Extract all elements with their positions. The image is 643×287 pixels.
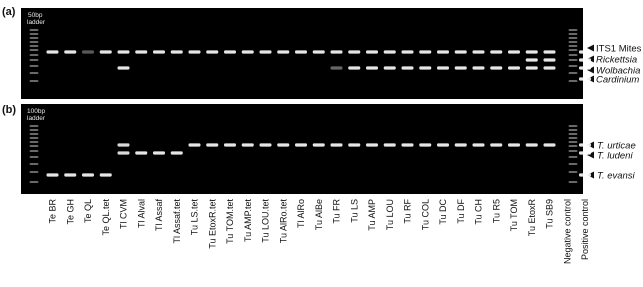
band-urticae [419,143,431,146]
ladder-band [569,129,578,131]
lane-label: Tu AlRo.tet [278,199,289,244]
band-rickettsia [579,58,591,61]
ladder-band [30,59,39,61]
band-its1 [526,50,538,53]
ladder-band [30,125,39,127]
ladder-band [569,45,578,47]
lane-label: Tu AMP [367,199,377,231]
lane-label: Tu TOM.tet [225,199,235,244]
band-urticae [402,143,414,146]
ladder-band [569,137,578,139]
gel-b [21,104,583,194]
ladder-band [30,163,39,165]
band-urticae [118,143,130,146]
lane-label: Tl Assaf [154,199,164,232]
band-its1 [206,50,218,53]
band-urticae [526,143,538,146]
band-wolbachia [455,66,467,69]
band-urticae [490,143,502,146]
ladder-band [569,41,578,43]
lane-label: Tu COL [420,199,431,231]
ladder-band [569,145,578,147]
ladder-band [569,37,578,39]
band-evansi [579,173,591,176]
band-urticae [224,143,236,146]
ladder-band [30,156,39,158]
ladder-band [569,163,578,165]
band-urticae [260,143,272,146]
band-urticae [348,143,360,146]
lane-label: Negative control [562,199,573,265]
lane-label: Tu EtoxR.tet [207,199,218,249]
lane-label: Tl Alval [136,199,147,229]
band-urticae [544,143,556,146]
band-its1 [135,50,147,53]
band-urticae [473,143,485,146]
lane-label: Tu TOM [509,199,519,232]
lane-label: Tl AlRo [296,199,306,229]
band-its1 [402,50,414,53]
ladder-band [30,54,39,56]
lane-label: Tu CH [473,199,484,225]
band-wolbachia [402,66,414,69]
band-urticae [579,143,591,146]
band-urticae [242,143,254,146]
panel-b-label: (b) [2,104,17,116]
ladder-band [569,54,578,56]
ladder-band [30,150,39,152]
ladder-band [30,41,39,43]
ladder-band [30,181,39,183]
band-ludeni [118,151,130,154]
ladder-band [569,133,578,135]
band-cardinium [579,77,591,80]
ladder-band [569,181,578,183]
panel-a-label: (a) [2,6,16,18]
marker-rickettsia: Rickettsia [596,54,638,66]
lane-label: Tu DF [455,199,466,224]
band-rickettsia [544,58,556,61]
ladder-band [30,72,39,74]
band-wolbachia [490,66,502,69]
band-its1 [118,50,130,53]
lane-labels [48,199,591,265]
ladder-band [30,80,39,82]
marker-ludeni: T. ludeni [597,150,633,162]
band-ludeni [135,151,147,154]
ladder-band [569,65,578,67]
lane-label: Tl Assaf.tet [171,199,182,244]
lane-label: Tu SB9 [544,199,555,229]
band-its1 [100,50,112,53]
band-wolbachia [348,66,360,69]
band-its1 [224,50,236,53]
band-wolbachia [544,66,556,69]
ladder-band [30,137,39,139]
band-wolbachia [508,66,520,69]
band-its1 [189,50,201,53]
band-urticae [384,143,396,146]
lane-label: Te BR [47,199,58,224]
band-its1 [455,50,467,53]
band-wolbachia [437,66,449,69]
ladder-band [30,45,39,47]
lane-label: Positive control [580,199,590,261]
lane-label: Tu AlBe [313,199,324,231]
ladder-band [569,33,578,35]
band-its1 [419,50,431,53]
ladder-band [30,133,39,135]
lane-label: Tu AMP.tet [242,199,253,243]
band-wolbachia [419,66,431,69]
ladder-band [30,65,39,67]
lane-label: Te QL [83,199,93,224]
marker-its1: ITS1 Mites [596,43,642,55]
band-urticae [277,143,289,146]
ladder-band [569,141,578,143]
band-its1 [277,50,289,53]
ladder-band [569,59,578,61]
band-its1 [348,50,360,53]
band-its1 [64,50,76,53]
ladder-band [30,129,39,131]
band-ludeni [579,151,591,154]
ladder-band [30,171,39,173]
band-its1 [579,50,591,53]
band-urticae [366,143,378,146]
band-urticae [437,143,449,146]
band-its1 [473,50,485,53]
lane-label: Tu FR [331,199,342,224]
band-wolbachia [366,66,378,69]
band-rickettsia [526,58,538,61]
ladder-band [30,37,39,39]
ladder-band [569,49,578,51]
band-urticae [313,143,325,146]
marker-wolbachia: Wolbachia [596,65,641,77]
band-ludeni [171,151,183,154]
band-its1 [260,50,272,53]
band-wolbachia [118,66,130,69]
band-evansi [100,173,112,176]
marker-cardinium: Cardinium [596,74,640,86]
band-its1 [437,50,449,53]
lane-label: Tu DC [438,199,448,225]
marker-urticae: T. urticae [597,140,636,152]
marker-evansi: T. evansi [597,170,635,182]
band-wolbachia [384,66,396,69]
ladder-band [569,125,578,127]
band-its1 [295,50,307,53]
band-ludeni [153,151,165,154]
lane-label: Te QL.tet [100,199,111,236]
lane-label: Tu R5 [491,199,502,224]
band-its1 [47,50,59,53]
band-its1 [331,50,343,53]
band-its1 [313,50,325,53]
band-wolbachia [473,66,485,69]
lane-label: Te GH [65,199,76,225]
ladder-band [30,33,39,35]
lane-label: Tu EtoxR [526,199,537,237]
band-evansi [64,173,76,176]
band-its1 [171,50,183,53]
band-its1 [384,50,396,53]
band-wolbachia [526,66,538,69]
lane-label: Tu LS [349,199,360,223]
ladder-a-word: ladder [27,19,46,26]
band-urticae [295,143,307,146]
band-its1 [242,50,254,53]
band-evansi [47,173,59,176]
band-its1 [508,50,520,53]
lane-label: Tu RF [402,199,413,224]
lane-label: Tl CVM [118,199,129,229]
band-its1 [153,50,165,53]
band-its1 [366,50,378,53]
ladder-band [569,156,578,158]
band-wolbachia [579,66,591,69]
band-urticae [455,143,467,146]
ladder-band [569,150,578,152]
ladder-band [30,29,39,31]
lane-label: Tu LOU [384,199,395,231]
band-wolbachia [331,66,343,69]
ladder-band [569,29,578,31]
band-urticae [331,143,343,146]
ladder-band [569,72,578,74]
ladder-band [30,145,39,147]
ladder-b-size: 100bp [27,108,46,115]
ladder-band [30,49,39,51]
ladder-band [30,141,39,143]
lane-label: Tu LS.tet [189,199,200,236]
band-its1 [544,50,556,53]
ladder-band [569,80,578,82]
ladder-band [569,171,578,173]
band-urticae [508,143,520,146]
ladder-b-word: ladder [27,115,46,122]
band-its1 [82,50,94,53]
band-urticae [206,143,218,146]
band-evansi [82,173,94,176]
band-its1 [490,50,502,53]
ladder-a-size: 50bp [28,12,43,19]
lane-label: Tu LOU.tet [260,199,271,243]
band-urticae [189,143,201,146]
